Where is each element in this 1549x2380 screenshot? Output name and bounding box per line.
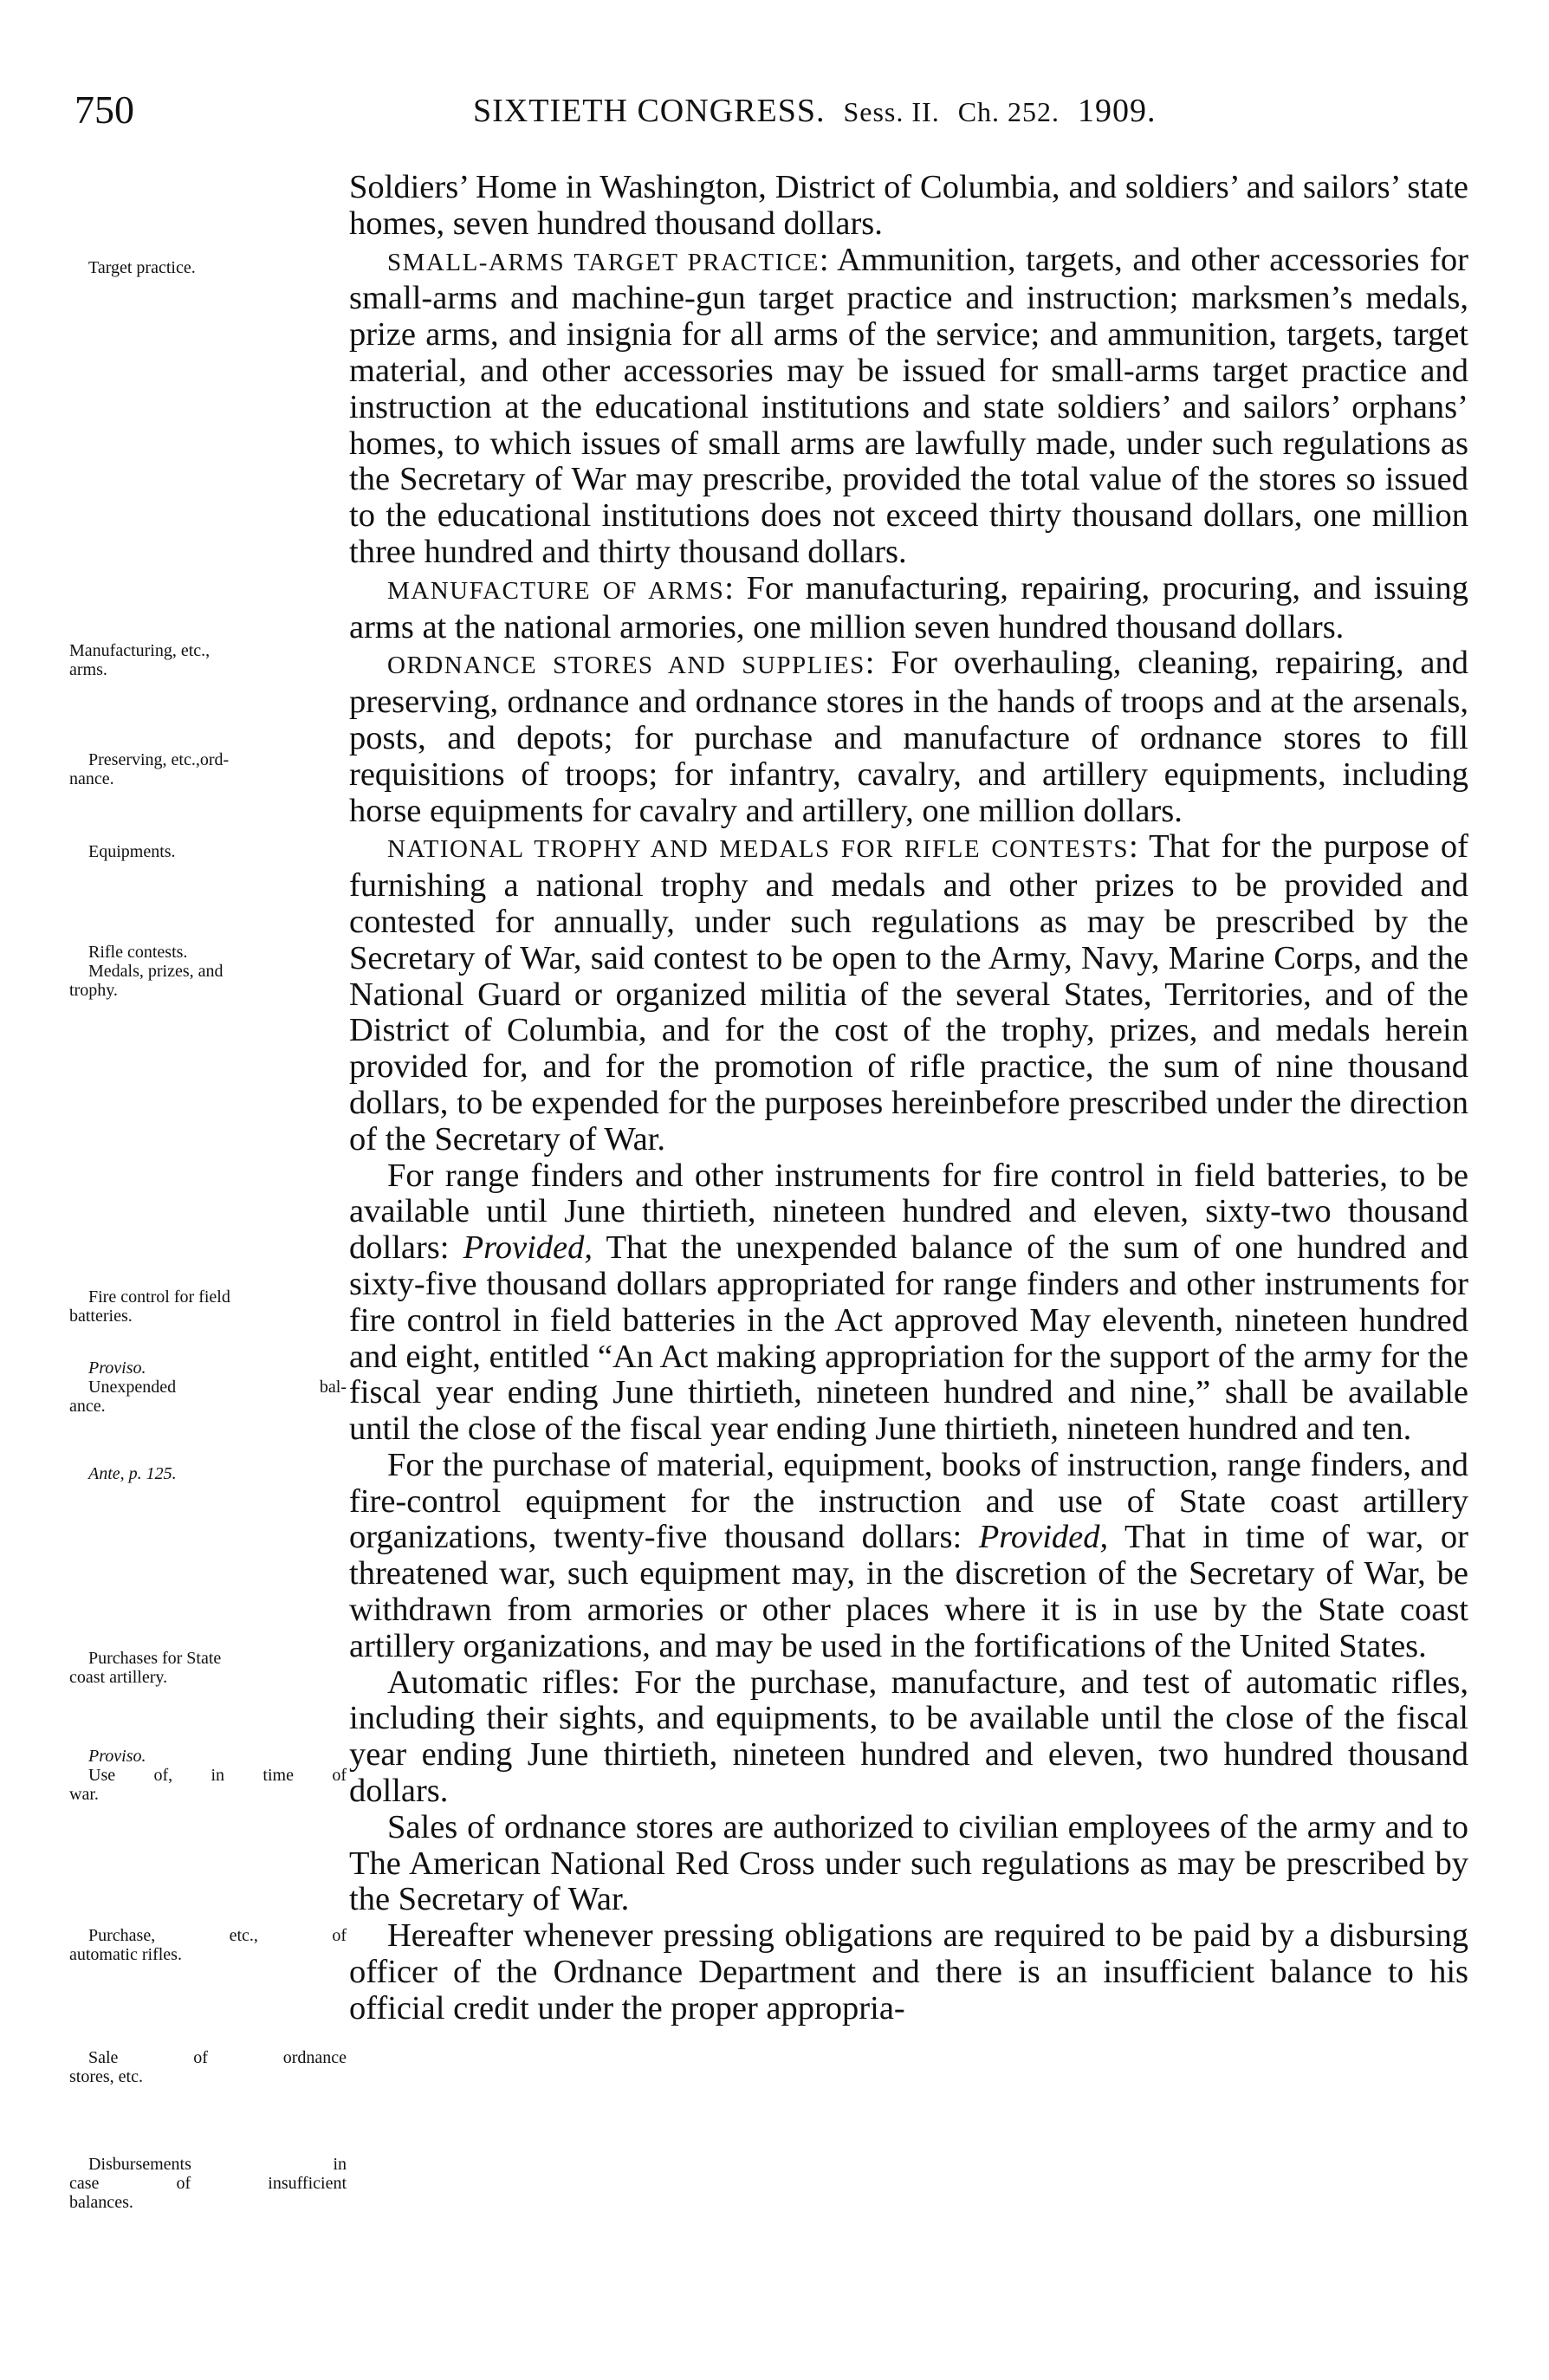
margin-note-ante: Ante, p. 125. — [88, 1464, 177, 1483]
paragraph-automatic-rifles: Automatic rifles: For the purchase, manufacture, and test of automatic rifles, including their sights, and equipments, to be available until the close of the fiscal year ending June thirtieth, nineteen hundred and eleven, two hundred thousand dollars. — [349, 1663, 1468, 1810]
section-heading-trophy: NATIONAL TROPHY AND MEDALS FOR RIFLE CONTESTS — [387, 835, 1129, 864]
page-number: 750 — [75, 88, 134, 132]
chapter-label: Ch. 252. — [957, 96, 1060, 127]
margin-note-manufacturing-arms: Manufacturing, etc., arms. — [69, 641, 211, 679]
session-label: Sess. II. — [843, 96, 940, 127]
margin-note-automatic-rifles: Purchase, etc., of automatic rifles. — [69, 1926, 347, 1964]
margin-note-state-coast-artillery: Purchases for State coast artillery. — [69, 1649, 222, 1687]
margin-notes — [69, 0, 347, 2380]
section-heading-ordnance: ORDNANCE STORES AND SUPPLIES — [387, 652, 865, 680]
paragraph-state-coast-artillery: For the purchase of material, equipment, books of instruction, range finders, and fire-control equipment for the instruction and use of State coast artillery organizations, twenty-five thousand dollars: Provided, That in time of war, or threatened war, such equipment may, in the discretion of the Secretary of War, be withdrawn from armories or other places where it is in use by the State coast artillery organizations, and may be used in the fortifications of the United States. — [349, 1446, 1468, 1664]
proviso-word: Provided, — [978, 1519, 1109, 1556]
paragraph-soldiers-home: Soldiers’ Home in Washington, District of Columbia, and soldiers’ and sailors’ state homes, seven hundred thousand dollars. — [349, 169, 1468, 242]
section-heading-small-arms: SMALL-ARMS TARGET PRACTICE — [387, 248, 820, 276]
header-title — [473, 92, 1157, 130]
margin-note-proviso-unexpended: Proviso. Unexpended bal- ance. — [69, 1359, 347, 1416]
margin-note-target-practice: Target practice. — [88, 258, 196, 277]
margin-note-sale-ordnance: Sale of ordnance stores, etc. — [69, 2048, 347, 2086]
margin-note-rifle-contests: Rifle contests. Medals, prizes, and trophy. — [69, 943, 224, 1000]
paragraph-small-arms: SMALL-ARMS TARGET PRACTICE: Ammunition, targets, and other accessories for small-arms and machine-gun target practice and instruction; marksmen’s medals, prize arms, and insignia for all arms of the service; and ammunition, targets, target material, and other accessories may be issued for small-arms target practice and instruction at the educational institutions and state soldiers’ and sailors’ orphans’ homes, to which issues of small arms are lawfully made, under such regulations as the Secretary of War may prescribe, provided the total value of the stores so issued to the educational institutions does not exceed thirty thousand dollars, one million three hundred and thirty thousand dollars. — [349, 241, 1468, 570]
margin-note-proviso-war: Proviso. Use of, in time of war. — [69, 1747, 347, 1804]
margin-note-preserving-ordnance: Preserving, etc.,ord- nance. — [69, 750, 230, 788]
paragraph-national-trophy: NATIONAL TROPHY AND MEDALS FOR RIFLE CONTESTS: That for the purpose of furnishing a national trophy and medals and other prizes to be provided and contested for annually, under such regulations as may be prescribed by the Secretary of War, said contest to be open to the Army, Navy, Marine Corps, and the National Guard or organized militia of the several States, Territories, and of the District of Columbia, and for the cost of the trophy, prizes, and medals herein provided for, and for the promotion of rifle practice, the sum of nine thousand dollars, to be expended for the purposes hereinbefore prescribed under the direction of the Secretary of War. — [349, 828, 1468, 1158]
congress-label: SIXTIETH CONGRESS. — [473, 93, 826, 129]
year-label: 1909. — [1078, 93, 1157, 129]
section-heading-manufacture: MANUFACTURE OF ARMS — [387, 576, 725, 605]
margin-note-equipments: Equipments. — [88, 842, 176, 861]
paragraph-disbursements: Hereafter whenever pressing obligations are required to be paid by a disbursing officer of the Ordnance Department and there is an insufficient balance to his official credit under the proper appropria- — [349, 1917, 1468, 2027]
paragraph-ordnance-stores: ORDNANCE STORES AND SUPPLIES: For overhauling, cleaning, repairing, and preserving, ordnance and ordnance stores in the hands of troops and at the arsenals, posts, and depots; for purchase and manufacture of ordnance stores to fill requisitions of troops; for infantry, cavalry, and artillery equipments, including horse equipments for cavalry and artillery, one million dollars. — [349, 645, 1468, 829]
paragraph-manufacture-arms: MANUFACTURE OF ARMS: For manufacturing, repairing, procuring, and issuing arms at the national armories, one million seven hundred thousand dollars. — [349, 569, 1469, 645]
paragraph-range-finders: For range finders and other instruments for fire control in field batteries, to be available until June thirtieth, nineteen hundred and eleven, sixty-two thousand dollars: Provided, That the unexpended balance of the sum of one hundred and sixty-five thousand dollars appropriated for range finders and other instruments for fire control in field batteries in the Act approved May eleventh, nineteen hundred and eight, entitled “An Act making appropriation for the support of the army for the fiscal year ending June thirtieth, nineteen hundred and nine,” shall be available until the close of the fiscal year ending June thirtieth, nineteen hundred and ten. — [349, 1157, 1468, 1448]
proviso-word: Provided, — [463, 1229, 593, 1267]
margin-note-fire-control: Fire control for field batteries. — [69, 1287, 230, 1326]
body-text — [349, 170, 1468, 2027]
paragraph-sales-ordnance: Sales of ordnance stores are authorized to civilian employees of the army and to The American National Red Cross under such regulations as may be prescribed by the Secretary of War. — [349, 1808, 1468, 1918]
margin-note-disbursements: Disbursements in case of insufficient balances. — [69, 2155, 347, 2212]
